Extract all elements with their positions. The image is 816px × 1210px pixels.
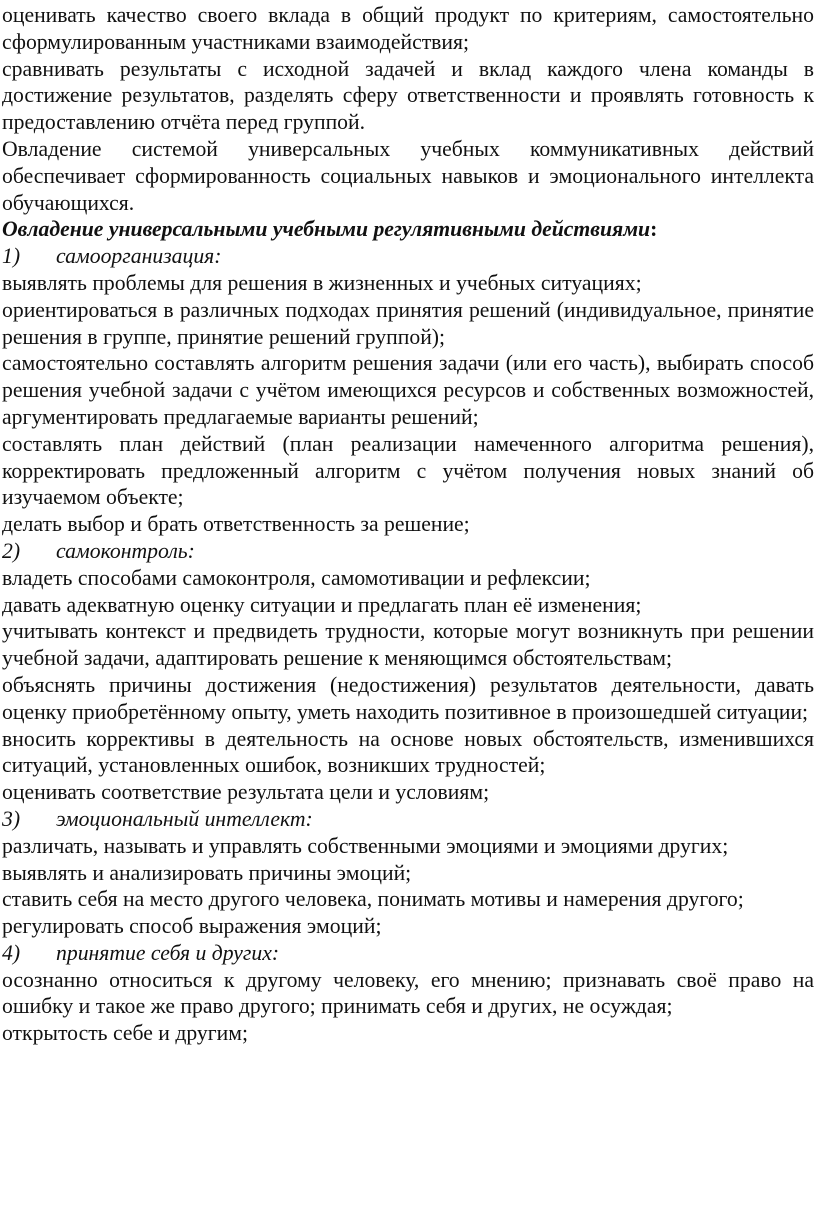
list-item: регулировать способ выражения эмоций; <box>2 914 382 939</box>
list-item: выявлять и анализировать причины эмоций; <box>2 860 412 885</box>
subsection-emotional-intelligence <box>2 806 814 833</box>
list-item: делать выбор и брать ответственность за решение; <box>2 512 470 537</box>
paragraph-communicative-summary: Овладение системой универсальных учебных коммуникативных действий обеспечивает сформированность социальных навыков и эмоционального интеллекта обучающихся. <box>2 136 814 215</box>
list-item: различать, называть и управлять собственными эмоциями и эмоциями других; <box>2 833 729 858</box>
subsection-number: 2) <box>2 538 21 563</box>
list-item: учитывать контекст и предвидеть трудности, которые могут возникнуть при решении учебной задачи, адаптировать решение к меняющимся обстоятельствам; <box>2 619 814 671</box>
list-item: давать адекватную оценку ситуации и предлагать план её изменения; <box>2 592 642 617</box>
subsection-number: 4) <box>2 940 21 965</box>
list-item: составлять план действий (план реализации намеченного алгоритма решения), корректировать предложенный алгоритм с учётом получения новых знаний об изучаемом объекте; <box>2 431 814 510</box>
section-heading-colon: : <box>650 217 658 242</box>
subsection-title: эмоциональный интеллект: <box>56 806 313 831</box>
list-item: объяснять причины достижения (недостижения) результатов деятельности, давать оценку приобретённому опыту, уметь находить позитивное в произошедшей ситуации; <box>2 672 814 724</box>
subsection-self-control <box>2 538 814 565</box>
list-item: вносить коррективы в деятельность на основе новых обстоятельств, изменившихся ситуаций, установленных ошибок, возникших трудностей; <box>2 726 814 778</box>
subsection-title: самоорганизация: <box>56 244 222 269</box>
subsection-number: 3) <box>2 806 21 831</box>
list-item: владеть способами самоконтроля, самомотивации и рефлексии; <box>2 565 591 590</box>
list-item: самостоятельно составлять алгоритм решения задачи (или его часть), выбирать способ решения учебной задачи с учётом имеющихся ресурсов и собственных возможностей, аргументировать предлагаемые варианты решений; <box>2 351 814 429</box>
paragraph-compare-results: сравнивать результаты с исходной задачей и вклад каждого члена команды в достижение результатов, разделять сферу ответственности и проявлять готовность к предоставлению отчёта перед группой. <box>2 56 814 135</box>
paragraph-contribution: оценивать качество своего вклада в общий продукт по критериям, самостоятельно сформулированным участниками взаимодействия; <box>2 3 814 54</box>
list-item: осознанно относиться к другому человеку, его мнению; признавать своё право на ошибку и такое же право другого; принимать себя и других, не осуждая; <box>2 967 814 1019</box>
subsection-number: 1) <box>2 244 21 269</box>
subsection-acceptance <box>2 940 814 967</box>
subsection-self-organization <box>2 243 814 270</box>
list-item: открытость себе и другим; <box>2 1021 249 1046</box>
subsection-title: самоконтроль: <box>56 538 195 563</box>
section-heading-text: Овладение универсальными учебными регулятивными действиями <box>2 217 651 242</box>
list-item: ориентироваться в различных подходах принятия решений (индивидуальное, принятие решения в группе, принятие решений группой); <box>2 297 814 349</box>
list-item: выявлять проблемы для решения в жизненных и учебных ситуациях; <box>2 270 642 295</box>
section-heading <box>2 216 814 243</box>
list-item: оценивать соответствие результата цели и условиям; <box>2 780 490 805</box>
list-item: ставить себя на место другого человека, понимать мотивы и намерения другого; <box>2 887 744 912</box>
subsection-title: принятие себя и других: <box>56 940 280 965</box>
